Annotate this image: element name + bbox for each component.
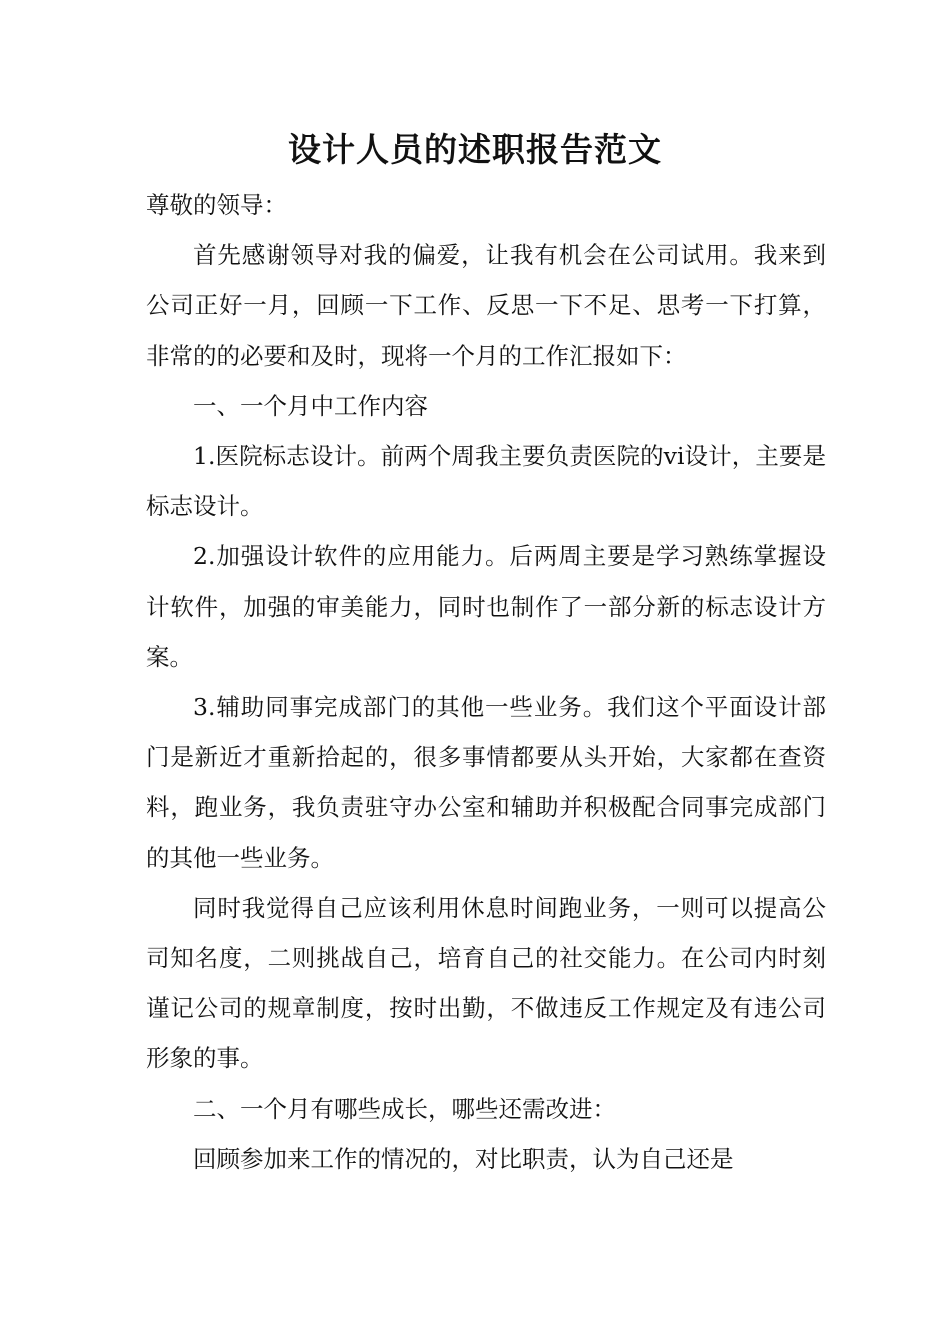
list-item-1: 1.医院标志设计。前两个周我主要负责医院的vi设计，主要是标志设计。 xyxy=(146,442,826,521)
paragraph-intro: 首先感谢领导对我的偏爱，让我有机会在公司试用。我来到公司正好一月，回顾一下工作、反思一下不足、思考一下打算，非常的的必要和及时，现将一个月的工作汇报如下： xyxy=(146,241,826,370)
section-heading-1: 一、一个月中工作内容 xyxy=(193,391,428,420)
paragraph-review: 回顾参加来工作的情况的，对比职责，认为自己还是 xyxy=(193,1144,734,1173)
list-item-2: 2.加强设计软件的应用能力。后两周主要是学习熟练掌握设计软件，加强的审美能力，同时也制作了一部分新的标志设计方案。 xyxy=(146,542,826,671)
salutation: 尊敬的领导： xyxy=(146,191,287,219)
section-heading-2: 二、一个月有哪些成长，哪些还需改进： xyxy=(193,1094,616,1123)
paragraph-additional: 同时我觉得自己应该利用休息时间跑业务，一则可以提高公司知名度，二则挑战自己，培育自己的社交能力。在公司内时刻谨记公司的规章制度，按时出勤，不做违反工作规定及有违公司形象的事。 xyxy=(146,893,826,1073)
document-title: 设计人员的述职报告范文 xyxy=(288,130,662,169)
document-body xyxy=(146,180,826,1184)
list-item-3: 3.辅助同事完成部门的其他一些业务。我们这个平面设计部门是新近才重新拾起的，很多事情都要从头开始，大家都在查资料，跑业务，我负责驻守办公室和辅助并积极配合同事完成部门的其他一些业务。 xyxy=(146,693,826,872)
